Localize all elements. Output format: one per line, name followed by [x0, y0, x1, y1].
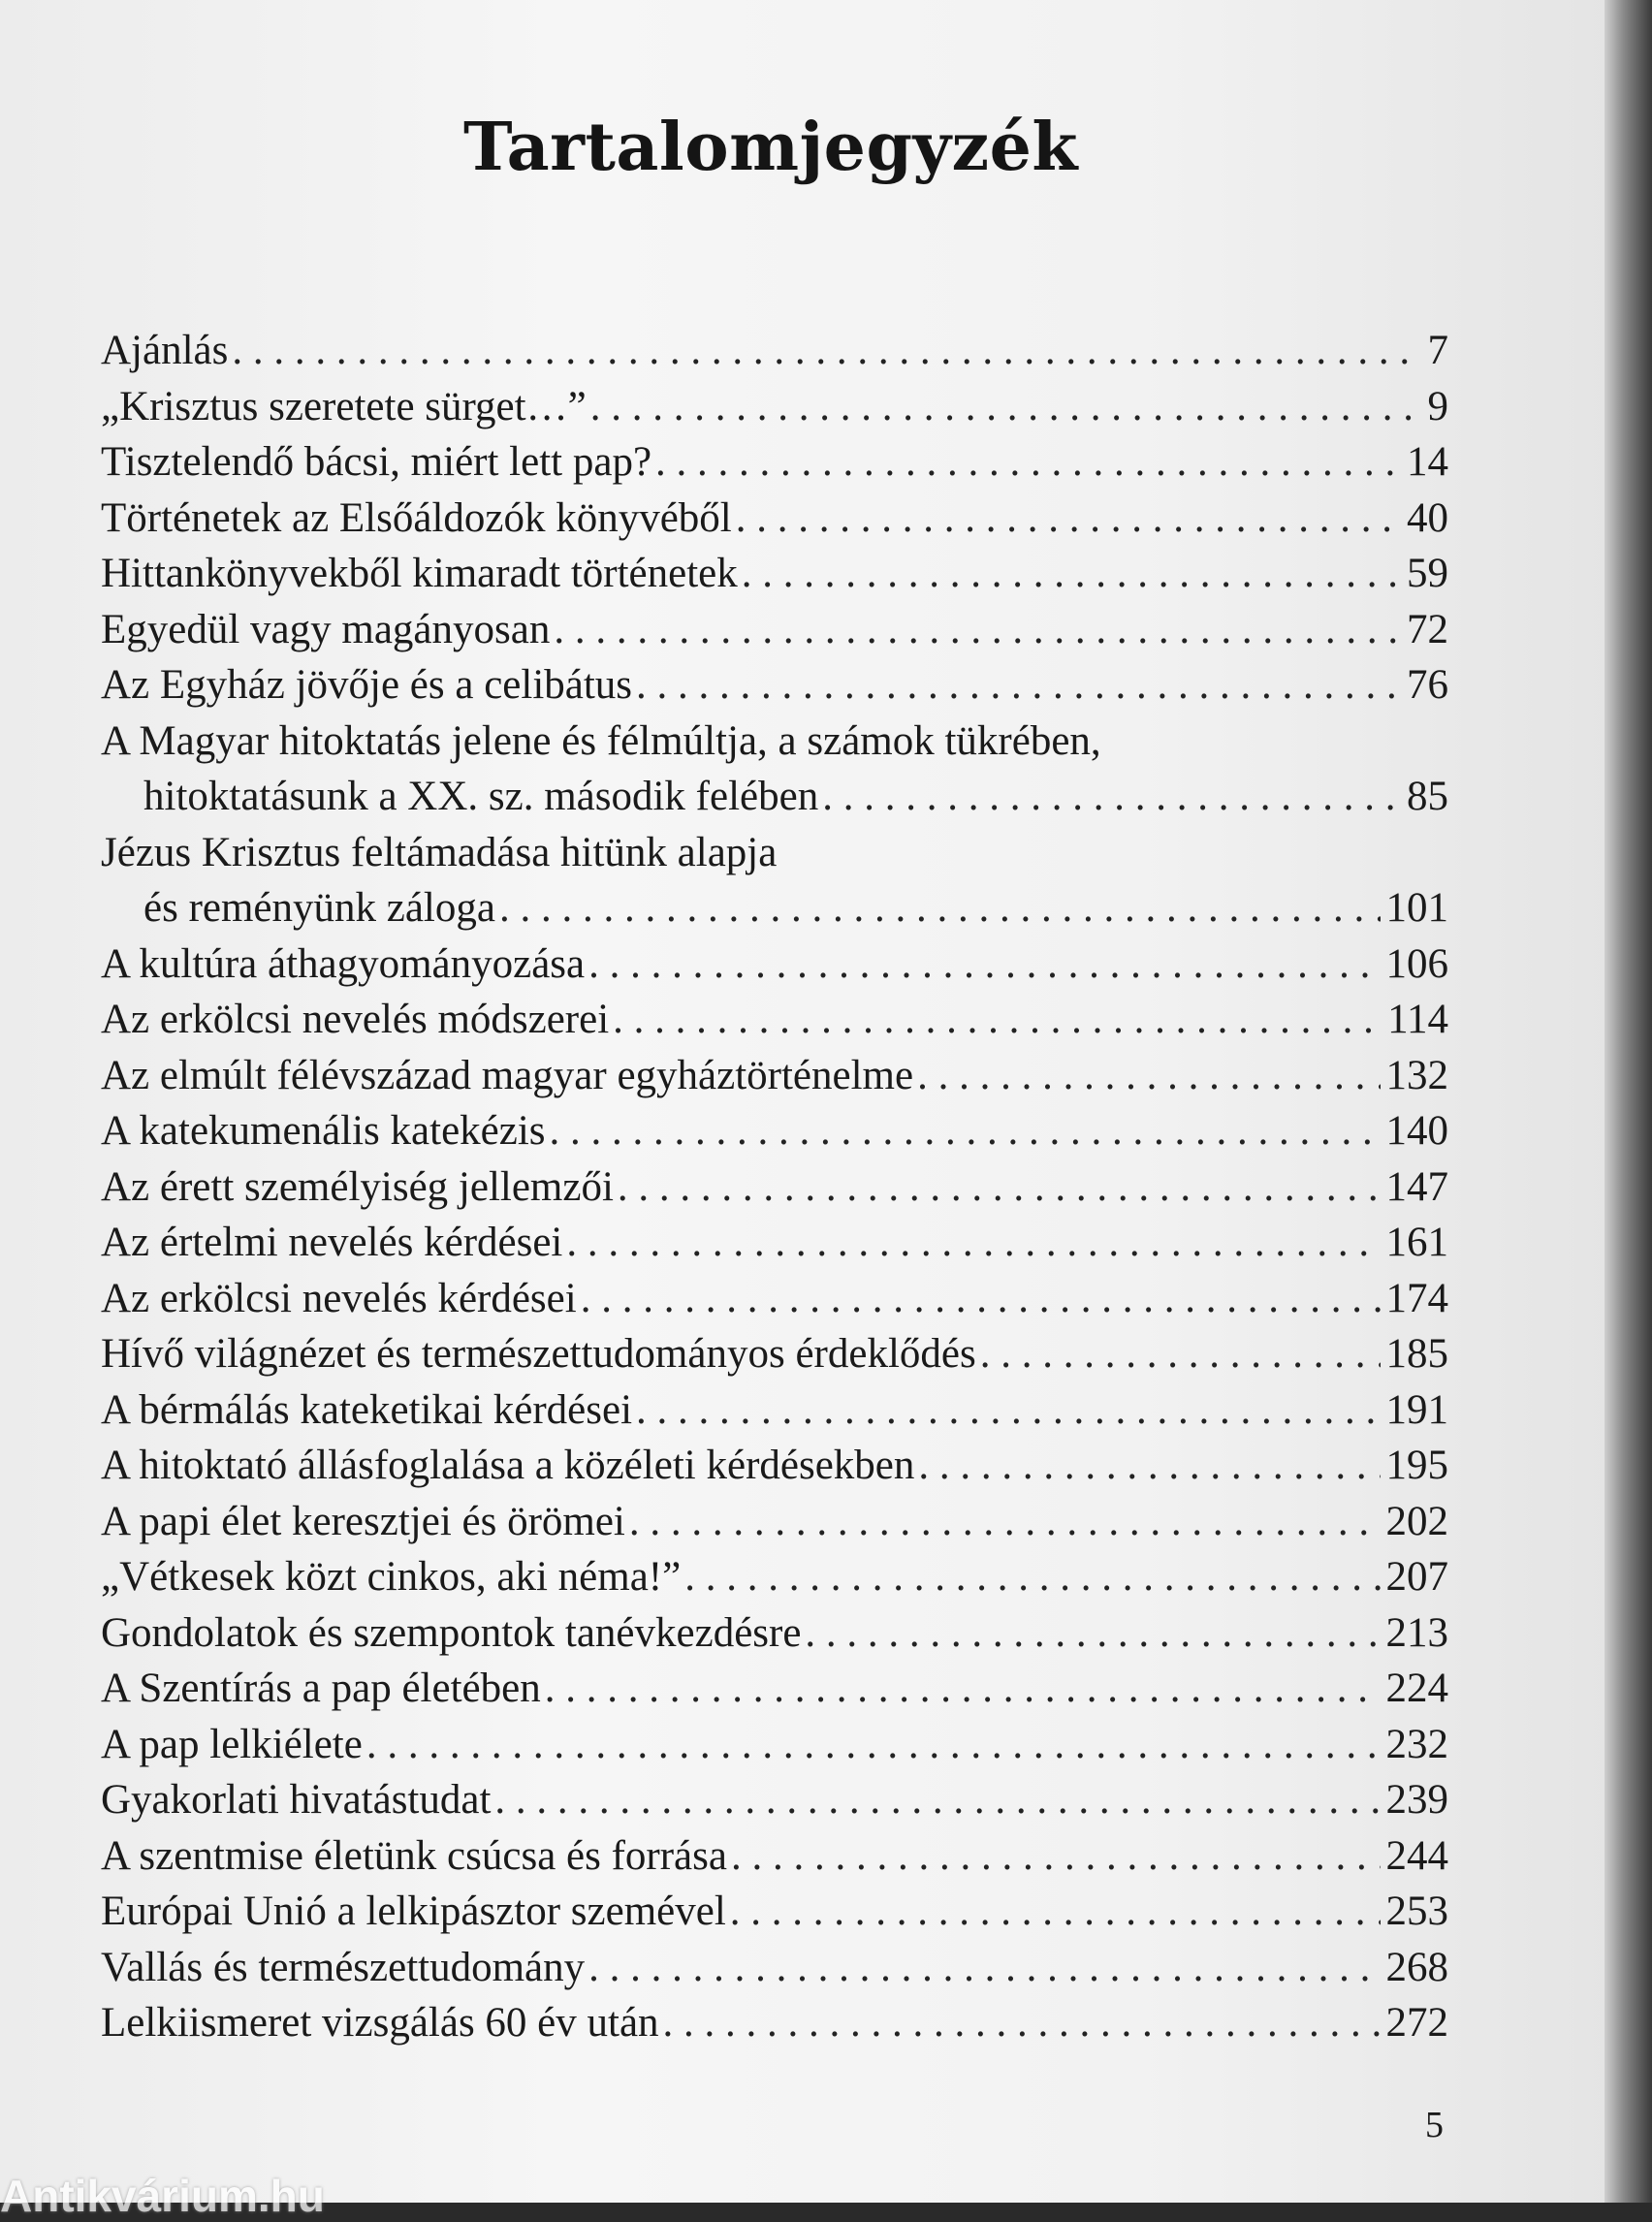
toc-entry-title: Az érett személyiség jellemzői [101, 1163, 614, 1210]
toc-entry-page: 59 [1407, 551, 1448, 596]
toc-entry-page: 191 [1385, 1386, 1448, 1433]
toc-entry-title: Történetek az Elsőáldozók könyvéből [101, 494, 732, 541]
toc-entry-title: A kultúra áthagyományozása [101, 940, 586, 987]
toc-entry-page: 9 [1427, 383, 1448, 429]
toc-entry [101, 323, 1448, 379]
dot-leader [581, 1271, 1381, 1327]
toc-entry [101, 1717, 1448, 1773]
dot-leader [980, 1326, 1381, 1382]
table-of-contents [101, 323, 1448, 2051]
toc-entry-title: Jézus Krisztus feltámadása hitünk alapja [101, 829, 778, 875]
toc-entry-page: 224 [1385, 1666, 1448, 1711]
toc-entry-title: A pap lelkiélete [101, 1721, 363, 1767]
toc-entry-page: 174 [1385, 1275, 1448, 1321]
toc-entry [101, 1940, 1448, 1996]
page-edge [1604, 0, 1652, 2203]
toc-entry [101, 825, 1448, 936]
page-number: 5 [1425, 2105, 1444, 2145]
toc-entry-title: Hittankönyvekből kimaradt történetek [101, 551, 738, 596]
toc-entry-title: Az értelmi nevelés kérdései [101, 1220, 563, 1265]
toc-entry-title: A papi élet keresztjei és örömei [101, 1498, 625, 1544]
toc-entry-page: 140 [1385, 1108, 1448, 1154]
dot-leader [917, 1048, 1380, 1104]
dot-leader [366, 1717, 1381, 1773]
toc-entry-title: Európai Unió a lelkipásztor szemével [101, 1889, 726, 1934]
toc-entry [101, 1605, 1448, 1662]
toc-entry-title: A katekumenális katekézis [101, 1108, 546, 1154]
toc-entry-page: 106 [1385, 940, 1448, 987]
toc-entry [101, 936, 1448, 993]
dot-leader [499, 880, 1381, 936]
toc-entry-page: 195 [1385, 1443, 1448, 1488]
toc-entry-page: 232 [1385, 1721, 1448, 1767]
dot-leader [494, 1772, 1380, 1828]
toc-entry [101, 1271, 1448, 1327]
toc-entry-page: 76 [1407, 662, 1448, 708]
toc-entry [101, 546, 1448, 602]
toc-entry [101, 1438, 1448, 1494]
toc-entry-page: 72 [1407, 606, 1448, 652]
dot-leader [730, 1884, 1381, 1940]
toc-entry-title: A szentmise életünk csúcsa és forrása [101, 1832, 727, 1879]
toc-entry [101, 379, 1448, 435]
dot-leader [805, 1605, 1380, 1662]
dot-leader [918, 1438, 1380, 1494]
toc-entry [101, 657, 1448, 714]
toc-entry-title: Gyakorlati hivatástudat [101, 1777, 492, 1823]
toc-entry-page: 244 [1385, 1832, 1448, 1879]
dot-leader [684, 1549, 1380, 1605]
dot-leader [618, 1159, 1381, 1216]
page-title: Tartalomjegyzék [462, 109, 1078, 186]
toc-entry-page: 268 [1385, 1944, 1448, 1990]
toc-entry-title: Az erkölcsi nevelés kérdései [101, 1275, 577, 1321]
dot-leader [731, 1828, 1381, 1885]
dot-leader [663, 1995, 1381, 2051]
toc-entry [101, 992, 1448, 1048]
dot-leader [736, 491, 1401, 547]
toc-entry-page: 207 [1385, 1554, 1448, 1600]
toc-entry [101, 1995, 1448, 2051]
toc-entry-title: Az erkölcsi nevelés módszerei [101, 997, 610, 1042]
dot-leader [566, 1215, 1380, 1271]
toc-entry [101, 1215, 1448, 1271]
toc-entry-page: 253 [1385, 1889, 1448, 1934]
toc-entry-page: 185 [1385, 1331, 1448, 1377]
toc-entry-title: „Krisztus szeretete sürget…” [101, 383, 587, 429]
toc-entry-title: A Magyar hitoktatás jelene és félmúltja, a számok tükrében, [101, 717, 1101, 764]
toc-entry-title: Ajánlás [101, 328, 229, 373]
toc-entry-title: A hitoktató állásfoglalása a közéleti kérdésekben [101, 1443, 915, 1488]
toc-entry-page: 85 [1407, 774, 1448, 819]
toc-entry-title: A Szentírás a pap életében [101, 1666, 541, 1711]
toc-entry-title: Hívő világnézet és természettudományos érdeklődés [101, 1331, 976, 1377]
toc-entry [101, 602, 1448, 658]
toc-entry [101, 1772, 1448, 1828]
dot-leader [550, 1103, 1381, 1159]
toc-entry [101, 491, 1448, 547]
dot-leader [822, 769, 1401, 825]
toc-entry-title: Tisztelendő bácsi, miért lett pap? [101, 439, 652, 485]
toc-entry-title: Az elmúlt félévszázad magyar egyháztörténelme [101, 1052, 914, 1098]
toc-entry [101, 1048, 1448, 1104]
toc-entry-page: 132 [1385, 1052, 1448, 1098]
toc-entry [101, 1494, 1448, 1550]
toc-entry [101, 1884, 1448, 1940]
toc-entry-page: 7 [1427, 328, 1448, 373]
dot-leader [636, 657, 1401, 714]
toc-entry-page: 239 [1385, 1777, 1448, 1823]
toc-entry-title-continued: és reményünk záloga [143, 885, 495, 931]
dot-leader [655, 434, 1401, 491]
toc-entry-title: A bérmálás kateketikai kérdései [101, 1386, 633, 1433]
toc-entry-title: „Vétkesek közt cinkos, aki néma!” [101, 1554, 682, 1600]
toc-entry-title-continued: hitoktatásunk a XX. sz. második felében [143, 774, 819, 819]
dot-leader [629, 1494, 1381, 1550]
dot-leader [232, 323, 1421, 379]
dot-leader [636, 1382, 1380, 1439]
toc-entry [101, 714, 1448, 825]
toc-entry-page: 272 [1385, 2000, 1448, 2046]
dot-leader [588, 1940, 1380, 1996]
toc-entry [101, 1103, 1448, 1159]
dot-leader [554, 602, 1401, 658]
toc-entry-title: Lelkiismeret vizsgálás 60 év után [101, 2000, 659, 2046]
toc-entry [101, 434, 1448, 491]
toc-entry [101, 1549, 1448, 1605]
toc-entry-page: 147 [1385, 1163, 1448, 1210]
dot-leader [588, 936, 1380, 993]
toc-entry-title: Az Egyház jövője és a celibátus [101, 662, 633, 708]
toc-entry [101, 1828, 1448, 1885]
toc-entry [101, 1382, 1448, 1439]
toc-entry-page: 14 [1407, 439, 1448, 485]
toc-entry-title: Vallás és természettudomány [101, 1944, 586, 1990]
toc-entry-page: 40 [1407, 494, 1448, 541]
toc-entry [101, 1159, 1448, 1216]
toc-entry [101, 1661, 1448, 1717]
toc-entry-title: Egyedül vagy magányosan [101, 606, 551, 652]
dot-leader [590, 379, 1422, 435]
dot-leader [742, 546, 1401, 602]
toc-entry-page: 114 [1387, 997, 1448, 1042]
dot-leader [613, 992, 1382, 1048]
dot-leader [545, 1661, 1381, 1717]
toc-entry-page: 202 [1385, 1498, 1448, 1544]
toc-entry [101, 1326, 1448, 1382]
toc-entry-page: 101 [1385, 885, 1448, 931]
watermark: Antikvárium.hu [0, 2171, 325, 2221]
toc-entry-page: 213 [1385, 1609, 1448, 1656]
toc-entry-page: 161 [1385, 1220, 1448, 1265]
toc-entry-title: Gondolatok és szempontok tanévkezdésre [101, 1609, 802, 1656]
